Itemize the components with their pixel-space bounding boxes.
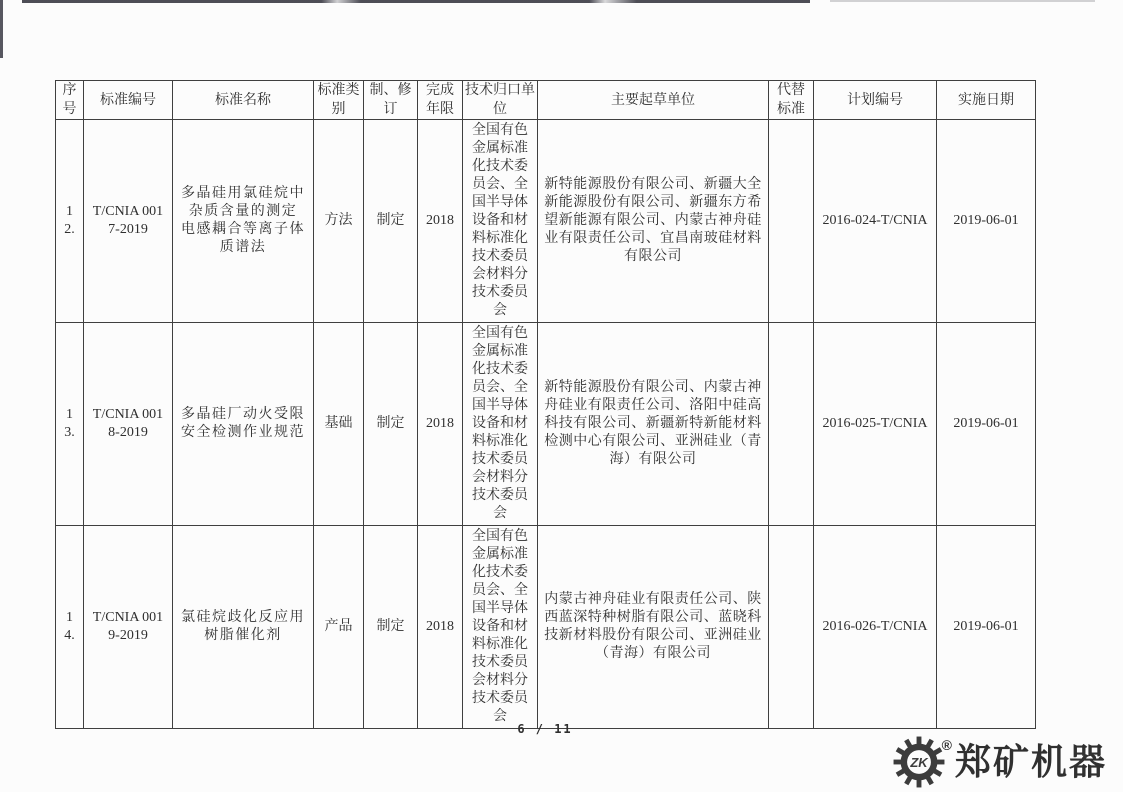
logo-mark-text: ZK: [909, 754, 928, 770]
table-row: [56, 526, 1036, 729]
cell-implementation-date: 2019-06-01: [937, 323, 1036, 526]
cell-year: 2018: [418, 526, 463, 729]
column-header-revise: 制、修订: [364, 81, 418, 120]
cell-implementation-date: 2019-06-01: [937, 526, 1036, 729]
column-header-tech-unit: 技术归口单位: [463, 81, 538, 120]
cell-plan-number: 2016-026-T/CNIA: [814, 526, 937, 729]
cell-standard-number: T/CNIA 0017-2019: [84, 120, 173, 323]
column-header-replaced-standard: 代替标准: [769, 81, 814, 120]
gear-icon: [893, 736, 945, 788]
cell-serial: 14.: [56, 526, 84, 729]
table-row: [56, 323, 1036, 526]
column-header-standard-name: 标准名称: [173, 81, 314, 120]
cell-replaced-standard: [769, 526, 814, 729]
cell-category: 方法: [314, 120, 364, 323]
standards-table: [55, 80, 1036, 729]
cell-year: 2018: [418, 323, 463, 526]
cell-tech-unit: 全国有色金属标准化技术委员会、全国半导体设备和材料标准化技术委员会材料分技术委员会: [463, 323, 538, 526]
column-header-completion-year: 完成年限: [418, 81, 463, 120]
cell-category: 产品: [314, 526, 364, 729]
company-logo: [893, 736, 1107, 788]
cell-revise: 制定: [364, 526, 418, 729]
scan-artifact-left-line: [0, 0, 3, 58]
column-header-implementation-date: 实施日期: [937, 81, 1036, 120]
table-header-row: [56, 81, 1036, 120]
cell-serial: 13.: [56, 323, 84, 526]
cell-category: 基础: [314, 323, 364, 526]
cell-plan-number: 2016-025-T/CNIA: [814, 323, 937, 526]
cell-drafters: 内蒙古神舟硅业有限责任公司、陕西蓝深特种树脂有限公司、蓝晓科技新材料股份有限公司、亚洲硅业（青海）有限公司: [538, 526, 769, 729]
scan-artifact-top-line: [22, 0, 810, 3]
cell-revise: 制定: [364, 323, 418, 526]
column-header-serial: 序号: [56, 81, 84, 120]
cell-standard-name: 多晶硅厂动火受限安全检测作业规范: [173, 323, 314, 526]
cell-standard-number: T/CNIA 0018-2019: [84, 323, 173, 526]
cell-drafters: 新特能源股份有限公司、内蒙古神舟硅业有限责任公司、洛阳中硅高科技有限公司、新疆新特新能材料检测中心有限公司、亚洲硅业（青海）有限公司: [538, 323, 769, 526]
cell-revise: 制定: [364, 120, 418, 323]
column-header-standard-number: 标准编号: [84, 81, 173, 120]
column-header-plan-number: 计划编号: [814, 81, 937, 120]
registered-trademark-symbol: ®: [941, 737, 952, 753]
cell-standard-number: T/CNIA 0019-2019: [84, 526, 173, 729]
cell-standard-name: 氯硅烷歧化反应用树脂催化剂: [173, 526, 314, 729]
page-number: 6 / 11: [517, 722, 573, 736]
cell-replaced-standard: [769, 120, 814, 323]
cell-tech-unit: 全国有色金属标准化技术委员会、全国半导体设备和材料标准化技术委员会材料分技术委员会: [463, 120, 538, 323]
cell-standard-name: 多晶硅用氯硅烷中杂质含量的测定 电感耦合等离子体质谱法: [173, 120, 314, 323]
column-header-drafting-units: 主要起草单位: [538, 81, 769, 120]
cell-drafters: 新特能源股份有限公司、新疆大全新能源股份有限公司、新疆东方希望新能源有限公司、内蒙古神舟硅业有限责任公司、宜昌南玻硅材料有限公司: [538, 120, 769, 323]
scan-artifact-top-line-faint: [830, 0, 1095, 2]
cell-replaced-standard: [769, 323, 814, 526]
table-row: [56, 120, 1036, 323]
cell-implementation-date: 2019-06-01: [937, 120, 1036, 323]
cell-serial: 12.: [56, 120, 84, 323]
column-header-category: 标准类别: [314, 81, 364, 120]
cell-plan-number: 2016-024-T/CNIA: [814, 120, 937, 323]
cell-year: 2018: [418, 120, 463, 323]
logo-company-name: 郑矿机器: [954, 741, 1107, 782]
cell-tech-unit: 全国有色金属标准化技术委员会、全国半导体设备和材料标准化技术委员会材料分技术委员会: [463, 526, 538, 729]
